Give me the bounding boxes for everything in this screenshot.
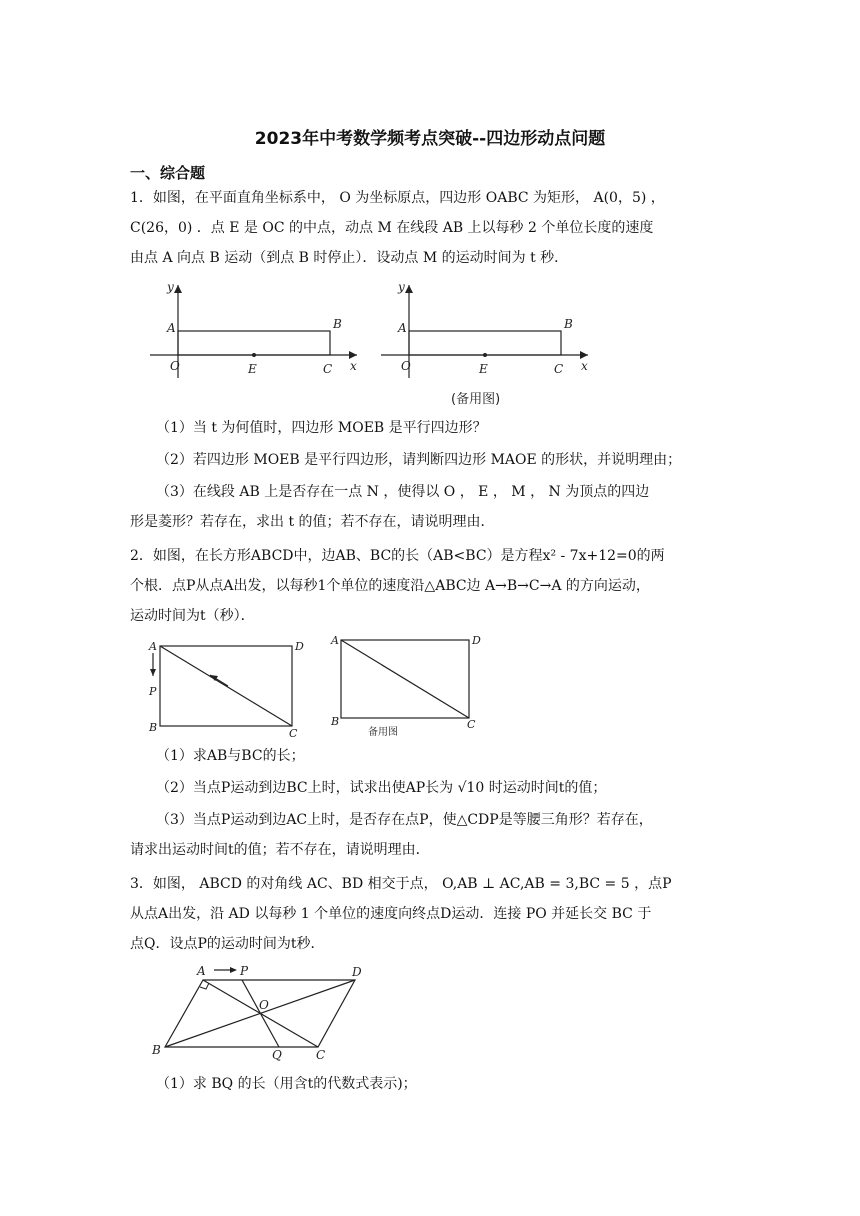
p2-figure-backup: [325, 630, 495, 740]
p2-figure-main: [143, 636, 313, 740]
fig3-label-B: B: [152, 1043, 161, 1057]
fig1b-label-E: E: [479, 362, 488, 376]
p2-question-1: （1）求AB与BC的长；: [156, 748, 305, 764]
p3-figure: [148, 962, 378, 1062]
fig1b-label-C: C: [554, 362, 564, 376]
p1-line-2: C(26，0) ．点 E 是 OC 的中点，动点 M 在线段 AB 上以每秒 2 个单位长度的速度: [130, 220, 654, 236]
p2-line-1: 2．如图，在长方形ABCD中，边AB、BC的长（AB<BC）是方程x² - 7x+12=0的两: [130, 548, 665, 564]
p1-question-2: （2）若四边形 MOEB 是平行四边形，请判断四边形 MAOE 的形状，并说明理由；: [156, 452, 682, 468]
fig2-label-D: D: [295, 640, 304, 653]
fig1-label-C: C: [323, 362, 333, 376]
fig1-label-x: x: [350, 359, 357, 373]
fig1b-label-O: O: [401, 359, 411, 373]
page-title: 2023年中考数学频考点突破--四边形动点问题: [254, 129, 606, 149]
fig1b-backup-caption: (备用图): [451, 392, 501, 407]
fig1b-label-A: A: [398, 321, 407, 335]
p2-question-3b: 请求出运动时间t的值；若不存在，请说明理由．: [130, 842, 430, 858]
fig1b-label-B: B: [564, 317, 573, 331]
p1-line-1: 1．如图，在平面直角坐标系中， O 为坐标原点，四边形 OABC 为矩形， A(0，5) ，: [130, 190, 665, 206]
p3-line-1: 3．如图， ABCD 的对角线 AC、BD 相交于点， O,AB ⊥ AC,AB = 3,BC = 5 ，点P: [130, 876, 672, 892]
fig3-label-Q: Q: [272, 1048, 282, 1062]
p1-question-1: （1）当 t 为何值时，四边形 MOEB 是平行四边形？: [156, 420, 487, 436]
fig2b-label-A: A: [331, 634, 339, 647]
p1-question-3a: （3）在线段 AB 上是否存在一点 N ，使得以 O ， E ， M ， N 为顶点的四边: [156, 484, 650, 500]
section-heading: 一、综合题: [130, 164, 206, 182]
fig1b-label-y: y: [398, 280, 405, 294]
fig2-label-C: C: [289, 727, 298, 740]
fig2b-label-D: D: [472, 634, 481, 647]
fig2-label-P: P: [149, 685, 157, 698]
p3-question-1: （1）求 BQ 的长（用含t的代数式表示)；: [156, 1076, 417, 1092]
p3-line-2: 从点A出发，沿 AD 以每秒 1 个单位的速度向终点D运动．连接 PO 并延长交 BC 于: [130, 906, 652, 922]
p1-line-3: 由点 A 向点 B 运动（到点 B 时停止）．设动点 M 的运动时间为 t 秒．: [130, 250, 569, 266]
fig1-label-E: E: [248, 362, 257, 376]
fig3-label-O: O: [259, 998, 269, 1012]
fig3-label-A: A: [197, 964, 206, 978]
fig3-label-D: D: [352, 965, 362, 979]
p2-question-3a: （3）当点P运动到边AC上时，是否存在点P，使△CDP是等腰三角形？若存在，: [156, 812, 653, 828]
fig2-label-A: A: [149, 640, 157, 653]
fig2b-label-B: B: [331, 715, 340, 728]
fig2b-backup-caption: 备用图: [368, 727, 398, 738]
fig1-label-A: A: [167, 321, 176, 335]
fig2b-label-C: C: [467, 718, 476, 731]
p3-line-3: 点Q．设点P的运动时间为t秒．: [130, 936, 325, 952]
fig1-label-B: B: [333, 317, 342, 331]
fig3-label-P: P: [240, 964, 249, 978]
p1-question-3b: 形是菱形？若存在，求出 t 的值；若不存在，请说明理由．: [130, 514, 495, 530]
p1-figure-backup: [376, 280, 596, 410]
fig2-label-B: B: [149, 721, 158, 734]
fig1-label-y: y: [167, 280, 174, 294]
p2-line-2: 个根．点P从点A出发，以每秒1个单位的速度沿△ABC边 A→B→C→A 的方向运动，: [130, 578, 650, 594]
fig3-label-C: C: [316, 1048, 326, 1062]
fig1b-label-x: x: [581, 359, 588, 373]
fig1-label-O: O: [170, 359, 180, 373]
p1-figure-main: [145, 280, 365, 380]
p2-line-3: 运动时间为t（秒）．: [130, 608, 255, 624]
p2-question-2: （2）当点P运动到边BC上时，试求出使AP长为 √10 时运动时间t的值；: [156, 780, 607, 796]
